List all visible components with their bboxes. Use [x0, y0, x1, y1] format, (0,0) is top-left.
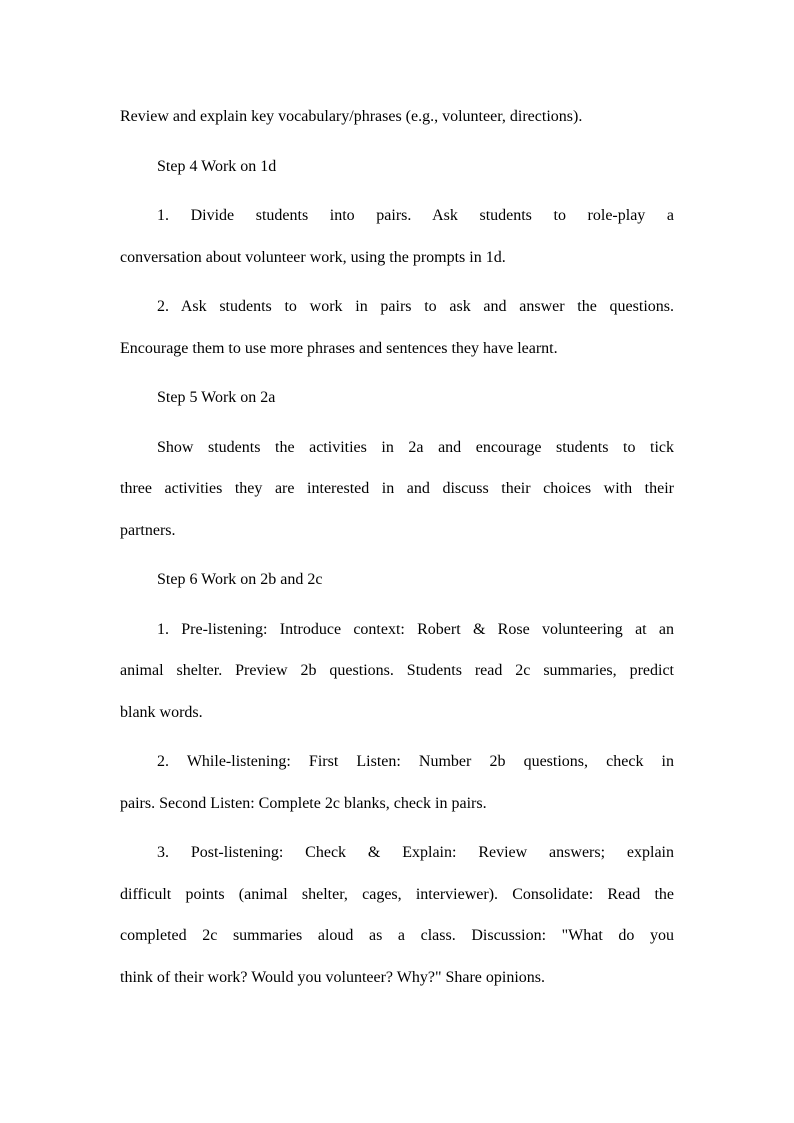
step-6-item-3-line-1: 3. Post-listening: Check & Explain: Review answers; explain — [157, 844, 674, 861]
step-6-item-3-line-4: think of their work? Would you volunteer? Why?" Share opinions. — [120, 968, 546, 986]
step-6-item-3-line-3: completed 2c summaries aloud as a class. Discussion: "What do you — [120, 927, 674, 944]
step-5-text-line-3: partners. — [120, 521, 176, 539]
step-5-heading: Step 5 Work on 2a — [157, 389, 276, 406]
step-6-item-2-line-1: 2. While-listening: First Listen: Number 2b questions, check in — [157, 753, 674, 770]
step-6-item-3-line-2: difficult points (animal shelter, cages, interviewer). Consolidate: Read the — [120, 885, 674, 903]
step-5-text-line-1: Show students the activities in 2a and encourage students to tick — [157, 438, 674, 456]
step-6-item-2-line-2: pairs. Second Listen: Complete 2c blanks, check in pairs. — [120, 794, 487, 812]
step-4-heading: Step 4 Work on 1d — [157, 157, 277, 175]
step-6-item-1-line-2: animal shelter. Preview 2b questions. Students read 2c summaries, predict — [120, 662, 674, 679]
step-6-item-1-line-3: blank words. — [120, 703, 203, 721]
step-4-item-1-line-1: 1. Divide students into pairs. Ask students to role-play a — [157, 207, 674, 224]
step-4-item-2-line-2: Encourage them to use more phrases and sentences they have learnt. — [120, 339, 558, 357]
step-4-item-1-line-2: conversation about volunteer work, using the prompts in 1d. — [120, 248, 506, 266]
step-4-item-2-line-1: 2. Ask students to work in pairs to ask and answer the questions. — [157, 298, 674, 315]
document-body — [120, 103, 674, 1005]
text-line-review: Review and explain key vocabulary/phrases (e.g., volunteer, directions). — [120, 108, 583, 125]
step-6-heading: Step 6 Work on 2b and 2c — [157, 571, 323, 588]
step-5-text-line-2: three activities they are interested in and discuss their choices with their — [120, 480, 674, 497]
step-6-item-1-line-1: 1. Pre-listening: Introduce context: Robert & Rose volunteering at an — [157, 620, 674, 638]
